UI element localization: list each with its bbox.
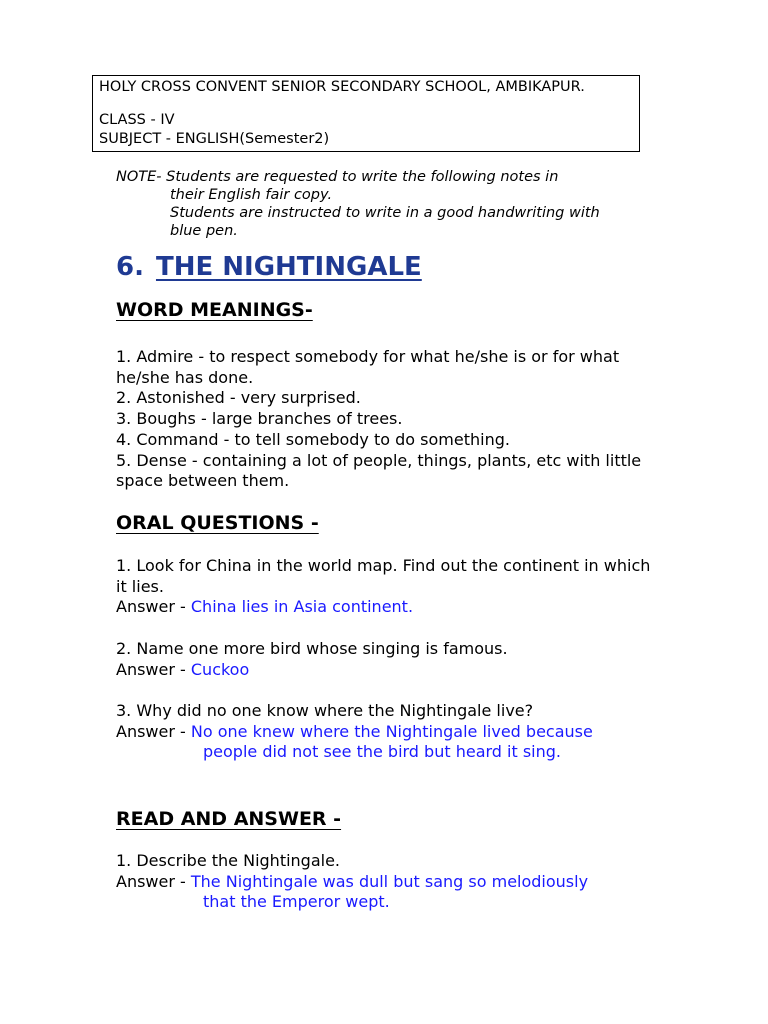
- answer-text: The Nightingale was dull but sang so melodiously: [190, 871, 589, 891]
- chapter-title: [116, 252, 422, 282]
- word-meaning-item: 3. Boughs - large branches of trees.: [116, 409, 403, 429]
- school-name: HOLY CROSS CONVENT SENIOR SECONDARY SCHOOL, AMBIKAPUR.: [99, 79, 585, 95]
- answer-line: [116, 872, 661, 893]
- class-label: CLASS - IV: [99, 112, 175, 128]
- answer-label: Answer -: [116, 597, 191, 617]
- answer-continuation: people did not see the bird but heard it sing.: [203, 742, 561, 762]
- read-and-answer-heading: READ AND ANSWER -: [116, 808, 342, 830]
- answer-label: Answer -: [116, 721, 191, 741]
- answer-label: Answer -: [116, 659, 191, 679]
- answer-text: Cuckoo: [190, 659, 250, 679]
- question-text: 1. Look for China in the world map. Find out the continent in which it lies.: [116, 556, 651, 596]
- note-line-4: blue pen.: [170, 223, 238, 239]
- note-line-3: Students are instructed to write in a good handwriting with: [170, 205, 600, 221]
- chapter-number: 6.: [116, 252, 144, 282]
- answer-text: No one knew where the Nightingale lived because: [190, 721, 593, 741]
- word-meaning-item: 2. Astonished - very surprised.: [116, 388, 361, 408]
- question-text: 3. Why did no one know where the Nightingale live?: [116, 701, 534, 720]
- note-line-2: their English fair copy.: [170, 187, 333, 203]
- oral-question-1: [116, 556, 661, 618]
- question-text: 1. Describe the Nightingale.: [116, 851, 341, 870]
- answer-line: [116, 597, 661, 618]
- answer-line: [116, 722, 661, 743]
- word-meaning-item: 1. Admire - to respect somebody for what he/she is or for what he/she has done.: [116, 347, 620, 387]
- oral-question-2: [116, 639, 661, 680]
- word-meanings-list: [116, 347, 661, 492]
- answer-line: [116, 660, 661, 681]
- school-header-box: [92, 75, 640, 152]
- chapter-name: THE NIGHTINGALE: [155, 252, 422, 282]
- oral-question-3: [116, 701, 661, 763]
- read-answer-question-1: [116, 851, 661, 913]
- oral-questions-heading: ORAL QUESTIONS -: [116, 512, 319, 534]
- note-block: [116, 168, 676, 240]
- question-text: 2. Name one more bird whose singing is famous.: [116, 639, 508, 658]
- note-line-1: NOTE- Students are requested to write the following notes in: [116, 169, 559, 185]
- answer-continuation: that the Emperor wept.: [203, 892, 390, 912]
- subject-label: SUBJECT - ENGLISH(Semester2): [99, 131, 330, 147]
- word-meanings-heading: WORD MEANINGS-: [116, 299, 313, 321]
- word-meaning-item: 4. Command - to tell somebody to do something.: [116, 429, 510, 449]
- answer-text: China lies in Asia continent.: [190, 597, 414, 617]
- word-meaning-item: 5. Dense - containing a lot of people, things, plants, etc with little space between them.: [116, 450, 642, 491]
- answer-label: Answer -: [116, 871, 191, 891]
